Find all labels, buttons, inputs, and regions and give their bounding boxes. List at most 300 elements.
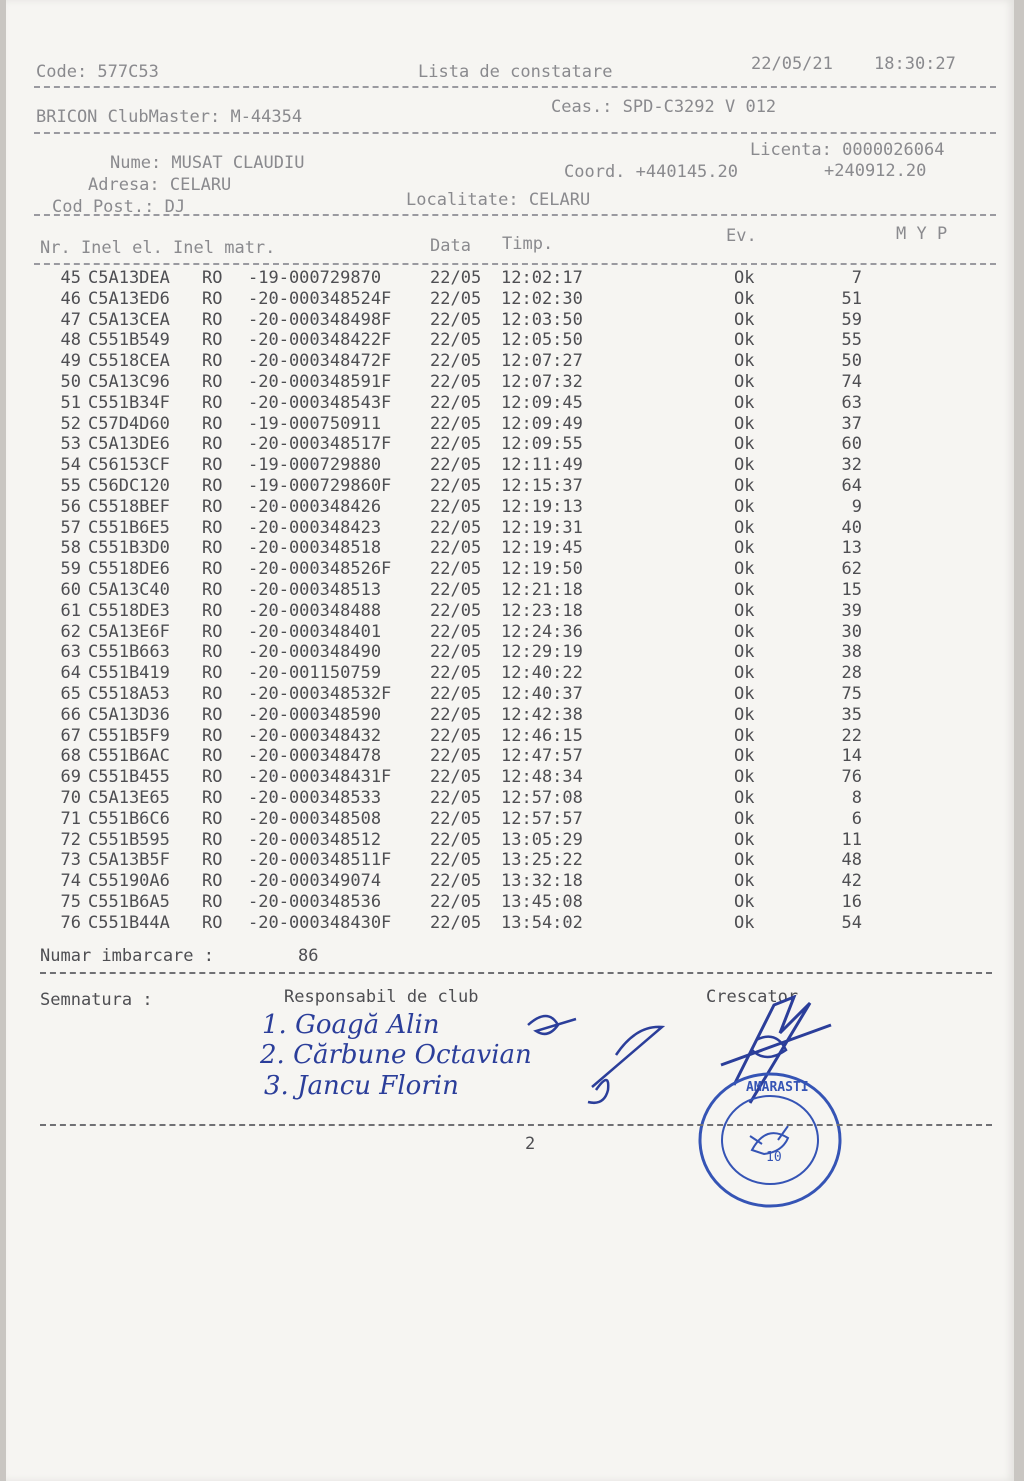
cell-mat: -20-000348472F (248, 351, 392, 372)
cell-nr: 53 (60, 434, 81, 455)
cell-el: C5518A53 (88, 684, 170, 704)
cell-ev: Ok (734, 746, 755, 767)
cell-cc: RO (202, 829, 223, 850)
cell-place: 62 (841, 559, 862, 580)
cell-el: C5A13CEA (88, 309, 170, 330)
table-row (6, 663, 1014, 683)
cell-time: 12:46:15 (501, 725, 583, 746)
cell-place: 9 (851, 496, 862, 517)
cell-date: 22/05 (430, 580, 482, 600)
cell-place: 14 (841, 746, 862, 767)
cell-nr: 65 (60, 684, 81, 704)
cell-ev: Ok (734, 704, 755, 725)
cell-time: 13:54:02 (501, 912, 583, 933)
cell-place: 54 (841, 912, 862, 933)
table-row (6, 892, 1014, 912)
cell-cc: RO (202, 642, 223, 663)
cell-time: 12:09:49 (501, 413, 583, 434)
cell-date: 22/05 (430, 517, 482, 538)
cell-place: 55 (841, 330, 862, 351)
cell-nr: 70 (60, 788, 81, 808)
cell-nr: 58 (60, 538, 81, 559)
cell-time: 12:47:57 (501, 746, 583, 767)
table-row (6, 455, 1014, 475)
stamp-city: AMARASTI (746, 1080, 809, 1095)
cell-date: 22/05 (430, 372, 482, 392)
cell-el: C551B6A5 (88, 892, 170, 912)
table-row (6, 393, 1014, 413)
cell-mat: -20-000348518 (248, 538, 382, 559)
cell-place: 48 (841, 850, 862, 871)
cell-place: 51 (841, 288, 862, 309)
cell-cc: RO (202, 621, 223, 642)
cell-place: 7 (851, 268, 862, 288)
cell-el: C5518DE6 (88, 559, 170, 580)
licence-number: Licenta: 0000026064 (750, 140, 945, 160)
column-header-ev: Ev. (726, 226, 757, 246)
cell-ev: Ok (734, 642, 755, 663)
cell-cc: RO (202, 767, 223, 788)
column-header-timp: Timp. (502, 234, 554, 254)
cell-date: 22/05 (430, 288, 482, 309)
cell-mat: -20-000348430F (248, 912, 392, 933)
cell-date: 22/05 (430, 767, 482, 788)
cell-date: 22/05 (430, 559, 482, 580)
cell-ev: Ok (734, 288, 755, 309)
cell-date: 22/05 (430, 788, 482, 808)
cell-mat: -19-000729870 (248, 268, 382, 288)
cell-mat: -20-000348526F (248, 559, 392, 580)
imbarcare-label: Numar imbarcare : (40, 946, 214, 966)
cell-time: 12:07:27 (501, 351, 583, 372)
table-row (6, 372, 1014, 392)
cell-el: C5A13ED6 (88, 288, 170, 309)
divider (40, 972, 992, 974)
cell-place: 75 (841, 684, 862, 704)
cell-ev: Ok (734, 580, 755, 600)
cell-mat: -20-000348490 (248, 642, 382, 663)
cell-el: C551B5F9 (88, 725, 170, 746)
cell-time: 12:21:18 (501, 580, 583, 600)
table-row (6, 622, 1014, 642)
cell-date: 22/05 (430, 476, 482, 496)
cell-mat: -20-000348426 (248, 496, 382, 517)
divider (40, 1124, 992, 1126)
cell-cc: RO (202, 434, 223, 455)
cell-nr: 60 (60, 580, 81, 600)
cell-cc: RO (202, 850, 223, 871)
cell-cc: RO (202, 351, 223, 372)
cell-time: 12:40:22 (501, 663, 583, 684)
cell-time: 13:25:22 (501, 850, 583, 871)
table-row (6, 580, 1014, 600)
handwritten-signature-2: 2. Cărbune Octavian (260, 1040, 532, 1070)
cell-time: 12:57:57 (501, 808, 583, 829)
cell-el: C5A13C40 (88, 580, 170, 600)
cell-date: 22/05 (430, 538, 482, 559)
signature-label: Semnatura : (40, 990, 153, 1010)
cell-ev: Ok (734, 871, 755, 892)
cell-cc: RO (202, 580, 223, 600)
cell-cc: RO (202, 871, 223, 892)
cell-nr: 76 (60, 912, 81, 933)
cell-el: C5A13DEA (88, 268, 170, 288)
locality: Localitate: CELARU (406, 190, 591, 210)
cell-ev: Ok (734, 829, 755, 850)
cell-nr: 49 (60, 351, 81, 372)
cell-date: 22/05 (430, 434, 482, 455)
cell-time: 12:09:55 (501, 434, 583, 455)
table-row (6, 414, 1014, 434)
cell-cc: RO (202, 808, 223, 829)
cell-mat: -19-000729880 (248, 455, 382, 476)
cell-nr: 62 (60, 621, 81, 642)
cell-mat: -20-000348431F (248, 767, 392, 788)
cell-el: C5518CEA (88, 351, 170, 372)
table-row (6, 850, 1014, 870)
cell-cc: RO (202, 517, 223, 538)
cell-mat: -20-000348423 (248, 517, 382, 538)
cell-ev: Ok (734, 392, 755, 413)
cell-place: 60 (841, 434, 862, 455)
cell-time: 12:19:31 (501, 517, 583, 538)
cell-cc: RO (202, 600, 223, 621)
cell-place: 11 (841, 829, 862, 850)
cell-el: C551B419 (88, 663, 170, 684)
cell-cc: RO (202, 538, 223, 559)
cell-nr: 73 (60, 850, 81, 871)
cell-mat: -20-000348517F (248, 434, 392, 455)
breeder-label: Crescator (706, 987, 799, 1007)
cell-cc: RO (202, 704, 223, 725)
club-responsible-label: Responsabil de club (284, 987, 479, 1007)
cell-time: 12:02:17 (501, 268, 583, 288)
table-row (6, 913, 1014, 933)
cell-ev: Ok (734, 684, 755, 704)
cell-mat: -20-000348532F (248, 684, 392, 704)
cell-ev: Ok (734, 600, 755, 621)
document-page (6, 0, 1014, 1481)
table-row (6, 705, 1014, 725)
cell-ev: Ok (734, 912, 755, 933)
cell-place: 50 (841, 351, 862, 372)
header-time: 18:30:27 (874, 54, 956, 74)
cell-nr: 69 (60, 767, 81, 788)
cell-ev: Ok (734, 351, 755, 372)
cell-nr: 75 (60, 892, 81, 912)
cell-el: C55190A6 (88, 871, 170, 892)
cell-date: 22/05 (430, 455, 482, 476)
cell-ev: Ok (734, 892, 755, 912)
handwritten-signature-1: 1. Goagă Alin (262, 1010, 440, 1040)
owner-name: Nume: MUSAT CLAUDIU (110, 153, 305, 173)
cell-place: 28 (841, 663, 862, 684)
cell-mat: -19-000729860F (248, 476, 392, 496)
cell-time: 12:09:45 (501, 392, 583, 413)
cell-nr: 67 (60, 725, 81, 746)
cell-nr: 59 (60, 559, 81, 580)
cell-mat: -20-000348513 (248, 580, 382, 600)
cell-cc: RO (202, 725, 223, 746)
table-row (6, 767, 1014, 787)
cell-el: C551B3D0 (88, 538, 170, 559)
cell-date: 22/05 (430, 309, 482, 330)
cell-place: 64 (841, 476, 862, 496)
cell-el: C551B455 (88, 767, 170, 788)
cell-time: 12:57:08 (501, 788, 583, 808)
cell-ev: Ok (734, 767, 755, 788)
cell-ev: Ok (734, 455, 755, 476)
cell-el: C56DC120 (88, 476, 170, 496)
cell-date: 22/05 (430, 392, 482, 413)
cell-date: 22/05 (430, 746, 482, 767)
cell-ev: Ok (734, 517, 755, 538)
divider (34, 214, 996, 216)
cell-el: C551B44A (88, 912, 170, 933)
cell-nr: 52 (60, 413, 81, 434)
table-row (6, 538, 1014, 558)
cell-ev: Ok (734, 538, 755, 559)
cell-nr: 54 (60, 455, 81, 476)
cell-nr: 48 (60, 330, 81, 351)
cell-nr: 64 (60, 663, 81, 684)
cell-nr: 68 (60, 746, 81, 767)
cell-mat: -20-000348543F (248, 392, 392, 413)
page-number: 2 (525, 1134, 536, 1154)
cell-time: 12:23:18 (501, 600, 583, 621)
header-date: 22/05/21 (751, 54, 833, 74)
cell-ev: Ok (734, 372, 755, 392)
cell-time: 13:05:29 (501, 829, 583, 850)
cell-date: 22/05 (430, 621, 482, 642)
cell-date: 22/05 (430, 642, 482, 663)
cell-ev: Ok (734, 725, 755, 746)
imbarcare-value: 86 (298, 946, 319, 966)
cell-place: 42 (841, 871, 862, 892)
cell-el: C5A13DE6 (88, 434, 170, 455)
cell-date: 22/05 (430, 704, 482, 725)
table-row (6, 268, 1014, 288)
column-header-myp: M Y P (896, 224, 948, 244)
coordinates-2: +240912.20 (824, 161, 927, 181)
table-row (6, 518, 1014, 538)
table-row (6, 642, 1014, 662)
cell-el: C57D4D60 (88, 413, 170, 434)
cell-mat: -20-000348591F (248, 372, 392, 392)
cell-mat: -20-000348533 (248, 788, 382, 808)
cell-mat: -20-000348432 (248, 725, 382, 746)
cell-time: 12:15:37 (501, 476, 583, 496)
cell-nr: 71 (60, 808, 81, 829)
cell-date: 22/05 (430, 850, 482, 871)
cell-time: 12:40:37 (501, 684, 583, 704)
cell-el: C551B6AC (88, 746, 170, 767)
cell-place: 16 (841, 892, 862, 912)
cell-el: C56153CF (88, 455, 170, 476)
cell-time: 13:45:08 (501, 892, 583, 912)
cell-place: 13 (841, 538, 862, 559)
cell-nr: 50 (60, 372, 81, 392)
cell-mat: -20-001150759 (248, 663, 382, 684)
table-row (6, 330, 1014, 350)
cell-mat: -20-000348524F (248, 288, 392, 309)
cell-cc: RO (202, 912, 223, 933)
cell-place: 37 (841, 413, 862, 434)
cell-place: 39 (841, 600, 862, 621)
ceas-label: Ceas.: SPD-C3292 V 012 (551, 97, 777, 117)
cell-el: C5A13C96 (88, 372, 170, 392)
cell-ev: Ok (734, 850, 755, 871)
cell-nr: 72 (60, 829, 81, 850)
cell-mat: -20-000348401 (248, 621, 382, 642)
cell-ev: Ok (734, 330, 755, 351)
cell-nr: 55 (60, 476, 81, 496)
cell-cc: RO (202, 392, 223, 413)
cell-el: C5518DE3 (88, 600, 170, 621)
cell-cc: RO (202, 288, 223, 309)
cell-place: 6 (851, 808, 862, 829)
table-row (6, 497, 1014, 517)
table-row (6, 746, 1014, 766)
cell-nr: 61 (60, 600, 81, 621)
cell-date: 22/05 (430, 725, 482, 746)
coordinates: Coord. +440145.20 (564, 162, 738, 182)
cell-el: C551B663 (88, 642, 170, 663)
cell-nr: 45 (60, 268, 81, 288)
cell-cc: RO (202, 788, 223, 808)
table-row (6, 726, 1014, 746)
cell-cc: RO (202, 309, 223, 330)
divider (34, 132, 996, 134)
cell-cc: RO (202, 746, 223, 767)
cell-mat: -20-000348422F (248, 330, 392, 351)
cell-place: 15 (841, 580, 862, 600)
cell-nr: 46 (60, 288, 81, 309)
cell-mat: -19-000750911 (248, 413, 382, 434)
cell-date: 22/05 (430, 808, 482, 829)
cell-ev: Ok (734, 309, 755, 330)
cell-ev: Ok (734, 621, 755, 642)
cell-nr: 47 (60, 309, 81, 330)
cell-cc: RO (202, 684, 223, 704)
cell-date: 22/05 (430, 871, 482, 892)
divider (34, 263, 996, 265)
table-row (6, 871, 1014, 891)
table-row (6, 830, 1014, 850)
cell-time: 12:03:50 (501, 309, 583, 330)
table-row (6, 809, 1014, 829)
table-row (6, 476, 1014, 496)
cell-el: C5A13D36 (88, 704, 170, 725)
cell-time: 12:11:49 (501, 455, 583, 476)
postal-code: Cod Post.: DJ (52, 197, 186, 217)
cell-time: 12:19:50 (501, 559, 583, 580)
table-row (6, 351, 1014, 371)
cell-cc: RO (202, 268, 223, 288)
table-row (6, 601, 1014, 621)
cell-mat: -20-000348536 (248, 892, 382, 912)
cell-cc: RO (202, 663, 223, 684)
cell-place: 35 (841, 704, 862, 725)
cell-el: C5A13B5F (88, 850, 170, 871)
cell-ev: Ok (734, 788, 755, 808)
cell-mat: -20-000348590 (248, 704, 382, 725)
column-header-left: Nr. Inel el. Inel matr. (40, 238, 276, 258)
cell-nr: 57 (60, 517, 81, 538)
cell-el: C551B34F (88, 392, 170, 413)
cell-ev: Ok (734, 663, 755, 684)
cell-date: 22/05 (430, 912, 482, 933)
cell-place: 63 (841, 392, 862, 413)
cell-nr: 56 (60, 496, 81, 517)
cell-time: 12:07:32 (501, 372, 583, 392)
cell-el: C551B6C6 (88, 808, 170, 829)
cell-date: 22/05 (430, 684, 482, 704)
owner-address: Adresa: CELARU (88, 175, 232, 195)
stamp-inner: 10 (766, 1150, 782, 1165)
cell-nr: 63 (60, 642, 81, 663)
cell-place: 38 (841, 642, 862, 663)
table-row (6, 289, 1014, 309)
cell-mat: -20-000348508 (248, 808, 382, 829)
cell-cc: RO (202, 372, 223, 392)
cell-ev: Ok (734, 434, 755, 455)
cell-place: 8 (851, 788, 862, 808)
cell-ev: Ok (734, 559, 755, 580)
cell-time: 13:32:18 (501, 871, 583, 892)
table-row (6, 788, 1014, 808)
cell-ev: Ok (734, 808, 755, 829)
cell-place: 30 (841, 621, 862, 642)
cell-time: 12:24:36 (501, 621, 583, 642)
cell-date: 22/05 (430, 330, 482, 351)
cell-place: 74 (841, 372, 862, 392)
cell-date: 22/05 (430, 829, 482, 850)
cell-time: 12:19:13 (501, 496, 583, 517)
cell-mat: -20-000348512 (248, 829, 382, 850)
cell-date: 22/05 (430, 351, 482, 372)
cell-place: 32 (841, 455, 862, 476)
cell-cc: RO (202, 455, 223, 476)
cell-cc: RO (202, 559, 223, 580)
cell-nr: 66 (60, 704, 81, 725)
cell-cc: RO (202, 330, 223, 351)
cell-ev: Ok (734, 268, 755, 288)
cell-el: C5518BEF (88, 496, 170, 517)
handwritten-signature-3: 3. Jancu Florin (264, 1071, 459, 1101)
cell-el: C551B6E5 (88, 517, 170, 538)
cell-mat: -20-000348511F (248, 850, 392, 871)
cell-mat: -20-000348478 (248, 746, 382, 767)
column-header-data: Data (430, 236, 471, 256)
cell-date: 22/05 (430, 600, 482, 621)
cell-date: 22/05 (430, 268, 482, 288)
cell-place: 59 (841, 309, 862, 330)
cell-date: 22/05 (430, 892, 482, 912)
cell-cc: RO (202, 476, 223, 496)
table-row (6, 559, 1014, 579)
cell-time: 12:19:45 (501, 538, 583, 559)
table-row (6, 310, 1014, 330)
cell-cc: RO (202, 413, 223, 434)
cell-nr: 74 (60, 871, 81, 892)
table-row (6, 684, 1014, 704)
cell-date: 22/05 (430, 663, 482, 684)
cell-time: 12:05:50 (501, 330, 583, 351)
cell-mat: -20-000348498F (248, 309, 392, 330)
cell-time: 12:42:38 (501, 704, 583, 725)
cell-mat: -20-000348488 (248, 600, 382, 621)
